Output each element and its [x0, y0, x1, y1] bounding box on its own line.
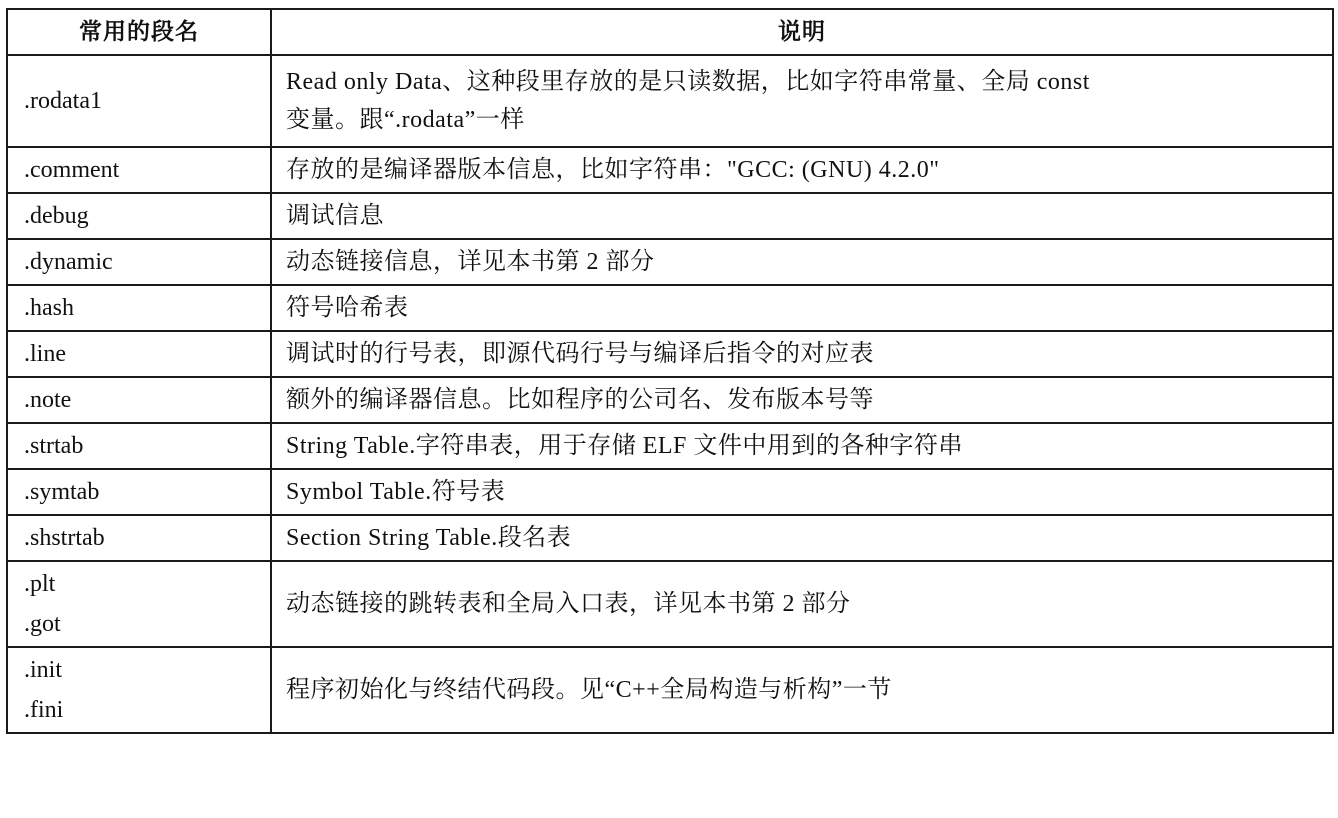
description-text: 存放的是编译器版本信息，比如字符串："GCC: (GNU) 4.2.0" — [286, 157, 940, 183]
table-row — [7, 469, 1333, 515]
description-cell — [271, 285, 1333, 331]
description-text: 动态链接信息，详见本书第 2 部分 — [286, 249, 655, 275]
table-row — [7, 239, 1333, 285]
section-name-cell — [7, 515, 271, 561]
section-name-cell — [7, 377, 271, 423]
section-name: .hash — [24, 295, 74, 321]
section-name: .fini — [24, 697, 64, 723]
description-text: Read only Data、这种段里存放的是只读数据，比如字符串常量、全局 const — [286, 69, 1090, 95]
table-row — [7, 331, 1333, 377]
document-page — [6, 8, 1332, 734]
description-cell — [271, 469, 1333, 515]
section-name: .init — [24, 657, 63, 683]
description-cell — [271, 55, 1333, 147]
section-name: .line — [24, 341, 66, 367]
description-text: Symbol Table.符号表 — [286, 479, 506, 505]
description-text: 符号哈希表 — [286, 295, 409, 321]
section-name: .debug — [24, 203, 89, 229]
description-cell — [271, 147, 1333, 193]
section-name: .shstrtab — [24, 525, 105, 551]
section-name: .plt — [24, 571, 56, 597]
section-name-cell — [7, 285, 271, 331]
header-section-name: 常用的段名 — [7, 9, 271, 55]
description-text: Section String Table.段名表 — [286, 525, 572, 551]
section-name: .rodata1 — [24, 88, 102, 114]
description-cell — [271, 423, 1333, 469]
section-names-table — [6, 8, 1334, 734]
description-text: 动态链接的跳转表和全局入口表，详见本书第 2 部分 — [286, 591, 851, 617]
description-text: 调试信息 — [286, 203, 384, 229]
table-header-row — [7, 9, 1333, 55]
table-row — [7, 193, 1333, 239]
table-row — [7, 515, 1333, 561]
section-name-cell — [7, 423, 271, 469]
description-cell — [271, 193, 1333, 239]
description-text: String Table.字符串表，用于存储 ELF 文件中用到的各种字符串 — [286, 433, 963, 459]
description-text: 程序初始化与终结代码段。见“C++全局构造与析构”一节 — [286, 677, 892, 703]
section-name: .dynamic — [24, 249, 113, 275]
description-cell — [271, 561, 1333, 647]
description-cell — [271, 377, 1333, 423]
section-name: .symtab — [24, 479, 100, 505]
description-cell — [271, 515, 1333, 561]
section-name-cell — [7, 55, 271, 147]
description-text: 调试时的行号表，即源代码行号与编译后指令的对应表 — [286, 341, 874, 367]
table-row — [7, 285, 1333, 331]
section-name-cell — [7, 561, 271, 647]
section-name: .note — [24, 387, 72, 413]
section-name-cell — [7, 147, 271, 193]
section-name-cell — [7, 193, 271, 239]
section-name-cell — [7, 239, 271, 285]
section-name-cell — [7, 647, 271, 733]
section-name: .comment — [24, 157, 120, 183]
section-name: .strtab — [24, 433, 84, 459]
description-cell — [271, 647, 1333, 733]
description-text: 变量。跟“.rodata”一样 — [286, 107, 525, 133]
section-name-cell — [7, 331, 271, 377]
table-row — [7, 147, 1333, 193]
table-row — [7, 561, 1333, 647]
description-text: 额外的编译器信息。比如程序的公司名、发布版本号等 — [286, 387, 874, 413]
table-row — [7, 377, 1333, 423]
header-description: 说明 — [271, 9, 1333, 55]
section-name-cell — [7, 469, 271, 515]
description-cell — [271, 239, 1333, 285]
table-row — [7, 55, 1333, 147]
description-cell — [271, 331, 1333, 377]
table-row — [7, 647, 1333, 733]
table-row — [7, 423, 1333, 469]
section-name: .got — [24, 611, 61, 637]
